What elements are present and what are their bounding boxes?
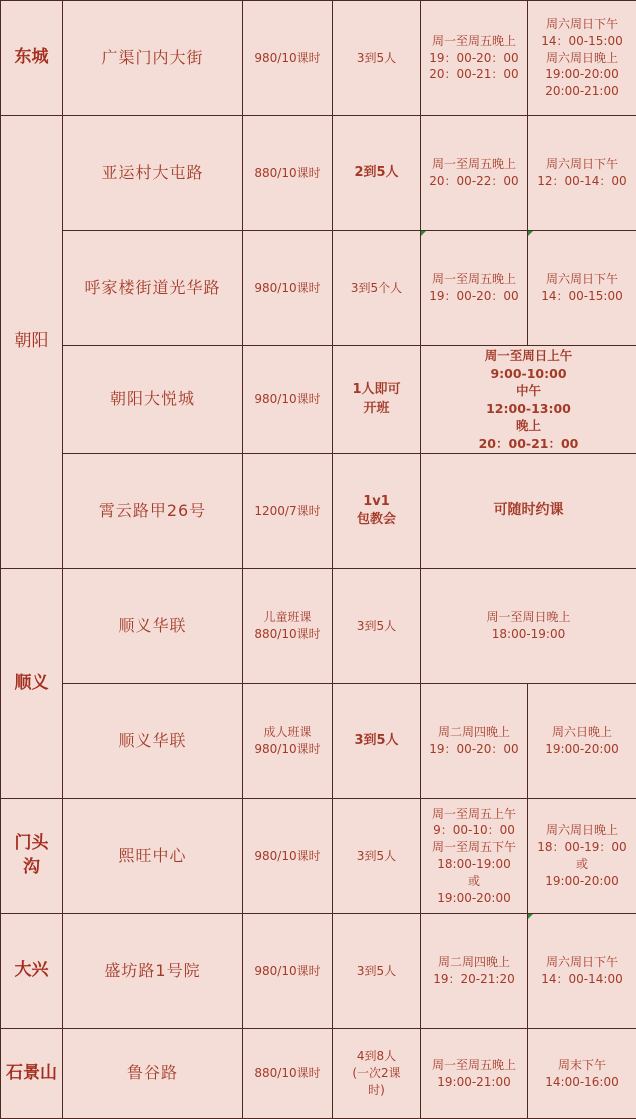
- weekday-time-cell: 周二周四晚上 19：00-20：00: [421, 684, 528, 799]
- weekday-time-cell: 周一至周五上午 9：00-10：00 周一至周五下午 18:00-19:00 或 19:00-20:00: [421, 799, 528, 914]
- price-cell: 成人班课 980/10课时: [243, 684, 333, 799]
- price-cell: 1200/7课时: [243, 454, 333, 569]
- district-cell: 石景山: [1, 1029, 63, 1119]
- location-cell: 顺义华联: [63, 684, 243, 799]
- price-cell: 880/10课时: [243, 1029, 333, 1119]
- weekday-time-cell: 周一至周五晚上 20：00-22：00: [421, 116, 528, 231]
- class-size-cell: 1人即可 开班: [333, 346, 421, 454]
- location-cell: 盛坊路1号院: [63, 914, 243, 1029]
- class-size-cell: 1v1 包教会: [333, 454, 421, 569]
- weekend-time-cell: 周末下午 14:00-16:00: [528, 1029, 636, 1119]
- district-cell: 朝阳: [1, 116, 63, 569]
- class-size-cell: 3到5个人: [333, 231, 421, 346]
- table-row: [1, 569, 636, 684]
- location-cell: 鲁谷路: [63, 1029, 243, 1119]
- class-size-cell: 3到5人: [333, 799, 421, 914]
- location-cell: 广渠门内大街: [63, 1, 243, 116]
- weekend-time-cell: 周六日晚上 19:00-20:00: [528, 684, 636, 799]
- table-row: [1, 116, 636, 231]
- location-cell: 熙旺中心: [63, 799, 243, 914]
- district-cell: 顺义: [1, 569, 63, 799]
- table-row: [1, 231, 636, 346]
- class-size-cell: 2到5人: [333, 116, 421, 231]
- weekday-time-cell: 周一至周五晚上 19:00-21:00: [421, 1029, 528, 1119]
- table-row: [1, 1, 636, 116]
- time-cell: 可随时约课: [421, 454, 636, 569]
- location-cell: 顺义华联: [63, 569, 243, 684]
- weekday-time-cell: 周二周四晚上 19：20-21:20: [421, 914, 528, 1029]
- weekend-time-cell: 周六周日下午 14：00-14:00: [528, 914, 636, 1029]
- table-row: [1, 684, 636, 799]
- price-cell: 儿童班课 880/10课时: [243, 569, 333, 684]
- weekend-time-cell: 周六周日下午 14：00-15:00: [528, 231, 636, 346]
- class-size-cell: 4到8人 (一次2课 时): [333, 1029, 421, 1119]
- table-row: [1, 914, 636, 1029]
- location-cell: 呼家楼街道光华路: [63, 231, 243, 346]
- time-cell: 周一至周日上午 9:00-10:00 中午 12:00-13:00 晚上 20：00-21：00: [421, 346, 636, 454]
- table-row: [1, 799, 636, 914]
- weekend-time-cell: 周六周日下午 14：00-15:00 周六周日晚上 19:00-20:00 20:00-21:00: [528, 1, 636, 116]
- class-size-cell: 3到5人: [333, 684, 421, 799]
- time-cell: 周一至周日晚上 18:00-19:00: [421, 569, 636, 684]
- location-cell: 霄云路甲26号: [63, 454, 243, 569]
- district-cell: 门头 沟: [1, 799, 63, 914]
- location-cell: 亚运村大屯路: [63, 116, 243, 231]
- price-cell: 880/10课时: [243, 116, 333, 231]
- price-cell: 980/10课时: [243, 346, 333, 454]
- weekend-time-cell: 周六周日下午 12：00-14：00: [528, 116, 636, 231]
- district-cell: 东城: [1, 1, 63, 116]
- weekday-time-cell: 周一至周五晚上 19：00-20：00: [421, 231, 528, 346]
- price-cell: 980/10课时: [243, 1, 333, 116]
- weekday-time-cell: 周一至周五晚上 19：00-20：00 20：00-21：00: [421, 1, 528, 116]
- location-cell: 朝阳大悦城: [63, 346, 243, 454]
- class-size-cell: 3到5人: [333, 569, 421, 684]
- class-size-cell: 3到5人: [333, 1, 421, 116]
- price-cell: 980/10课时: [243, 231, 333, 346]
- price-cell: 980/10课时: [243, 914, 333, 1029]
- table-row: [1, 454, 636, 569]
- class-size-cell: 3到5人: [333, 914, 421, 1029]
- district-cell: 大兴: [1, 914, 63, 1029]
- table-row: [1, 346, 636, 454]
- price-cell: 980/10课时: [243, 799, 333, 914]
- weekend-time-cell: 周六周日晚上 18：00-19：00 或 19:00-20:00: [528, 799, 636, 914]
- table-row: [1, 1029, 636, 1119]
